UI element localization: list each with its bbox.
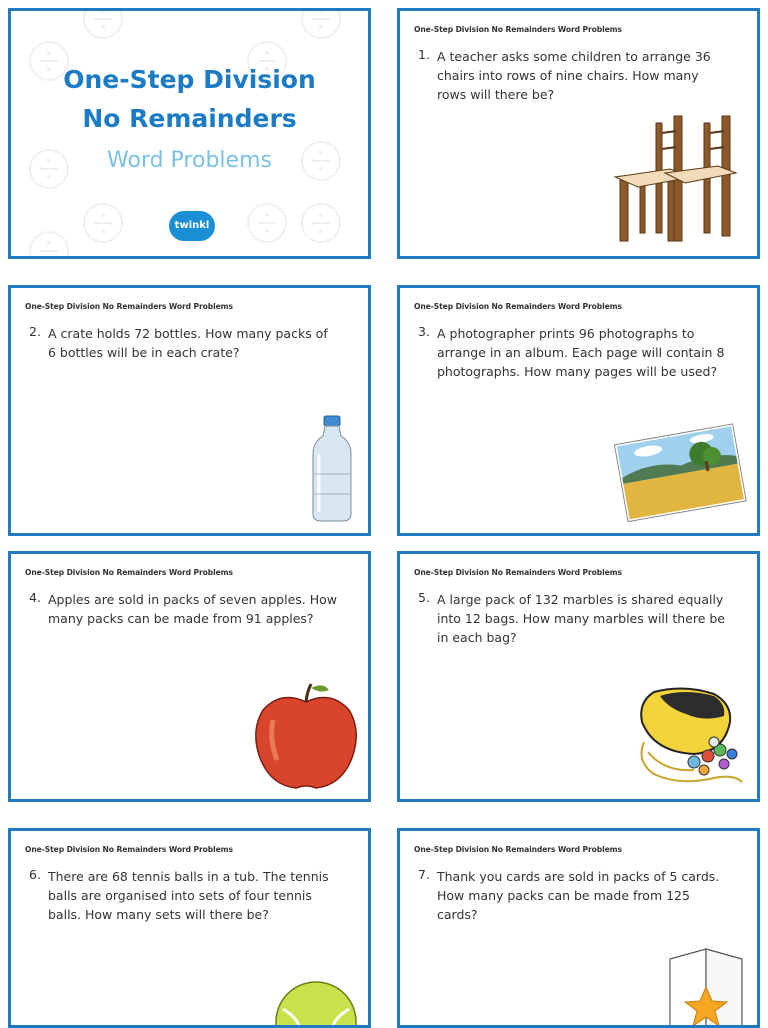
landscape-photo-icon xyxy=(612,416,747,526)
question-text: A teacher asks some children to arrange 36 chairs into rows of nine chairs. How many rows will there be? xyxy=(437,49,711,102)
divide-pattern-icon xyxy=(83,203,123,243)
tennis-ball-icon xyxy=(273,979,359,1028)
divide-pattern-icon xyxy=(247,203,287,243)
question-card-2 xyxy=(8,285,371,536)
card-header: One-Step Division No Remainders Word Problems xyxy=(25,568,233,577)
divide-pattern-icon xyxy=(301,203,341,243)
card-header: One-Step Division No Remainders Word Problems xyxy=(414,568,622,577)
card-header: One-Step Division No Remainders Word Problems xyxy=(414,302,622,311)
chairs-icon xyxy=(610,111,750,246)
twinkl-logo: twinkl xyxy=(169,211,215,241)
card-header: One-Step Division No Remainders Word Problems xyxy=(25,845,233,854)
question-card-5 xyxy=(397,551,760,802)
question-number: 7. xyxy=(418,867,430,882)
question-number: 3. xyxy=(418,324,430,339)
question-number: 1. xyxy=(418,47,430,62)
question-text: A photographer prints 96 photographs to arrange in an album. Each page will contain 8 photographs. How many pages will be used? xyxy=(437,326,725,379)
question-number: 6. xyxy=(29,867,41,882)
question-card-1 xyxy=(397,8,760,259)
card-header: One-Step Division No Remainders Word Problems xyxy=(25,302,233,311)
title-line-2: No Remainders xyxy=(82,104,297,133)
marble-bag-icon xyxy=(634,682,749,792)
question-card-4 xyxy=(8,551,371,802)
water-bottle-icon xyxy=(307,414,357,524)
subtitle: Word Problems xyxy=(107,148,272,173)
question-number: 2. xyxy=(29,324,41,339)
question-card-7 xyxy=(397,828,760,1028)
question-number: 5. xyxy=(418,590,430,605)
star-card-icon xyxy=(664,943,748,1028)
title-card xyxy=(8,8,371,259)
question-text: A large pack of 132 marbles is shared equally into 12 bags. How many marbles will there be in each bag? xyxy=(437,592,726,645)
question-card-3 xyxy=(397,285,760,536)
card-header: One-Step Division No Remainders Word Problems xyxy=(414,845,622,854)
question-number: 4. xyxy=(29,590,41,605)
question-card-6 xyxy=(8,828,371,1028)
question-text: A crate holds 72 bottles. How many packs of 6 bottles will be in each crate? xyxy=(48,326,328,360)
question-text: Thank you cards are sold in packs of 5 cards. How many packs can be made from 125 cards? xyxy=(437,869,720,922)
divide-pattern-icon xyxy=(83,8,123,39)
divide-pattern-icon xyxy=(301,8,341,39)
question-text: There are 68 tennis balls in a tub. The tennis balls are organised into sets of four tennis balls. How many sets will there be? xyxy=(48,869,329,922)
apple-icon xyxy=(251,680,361,792)
title-line-1: One-Step Division xyxy=(63,65,316,94)
card-header: One-Step Division No Remainders Word Problems xyxy=(414,25,622,34)
divide-pattern-icon xyxy=(29,231,69,259)
question-text: Apples are sold in packs of seven apples. How many packs can be made from 91 apples? xyxy=(48,592,337,626)
